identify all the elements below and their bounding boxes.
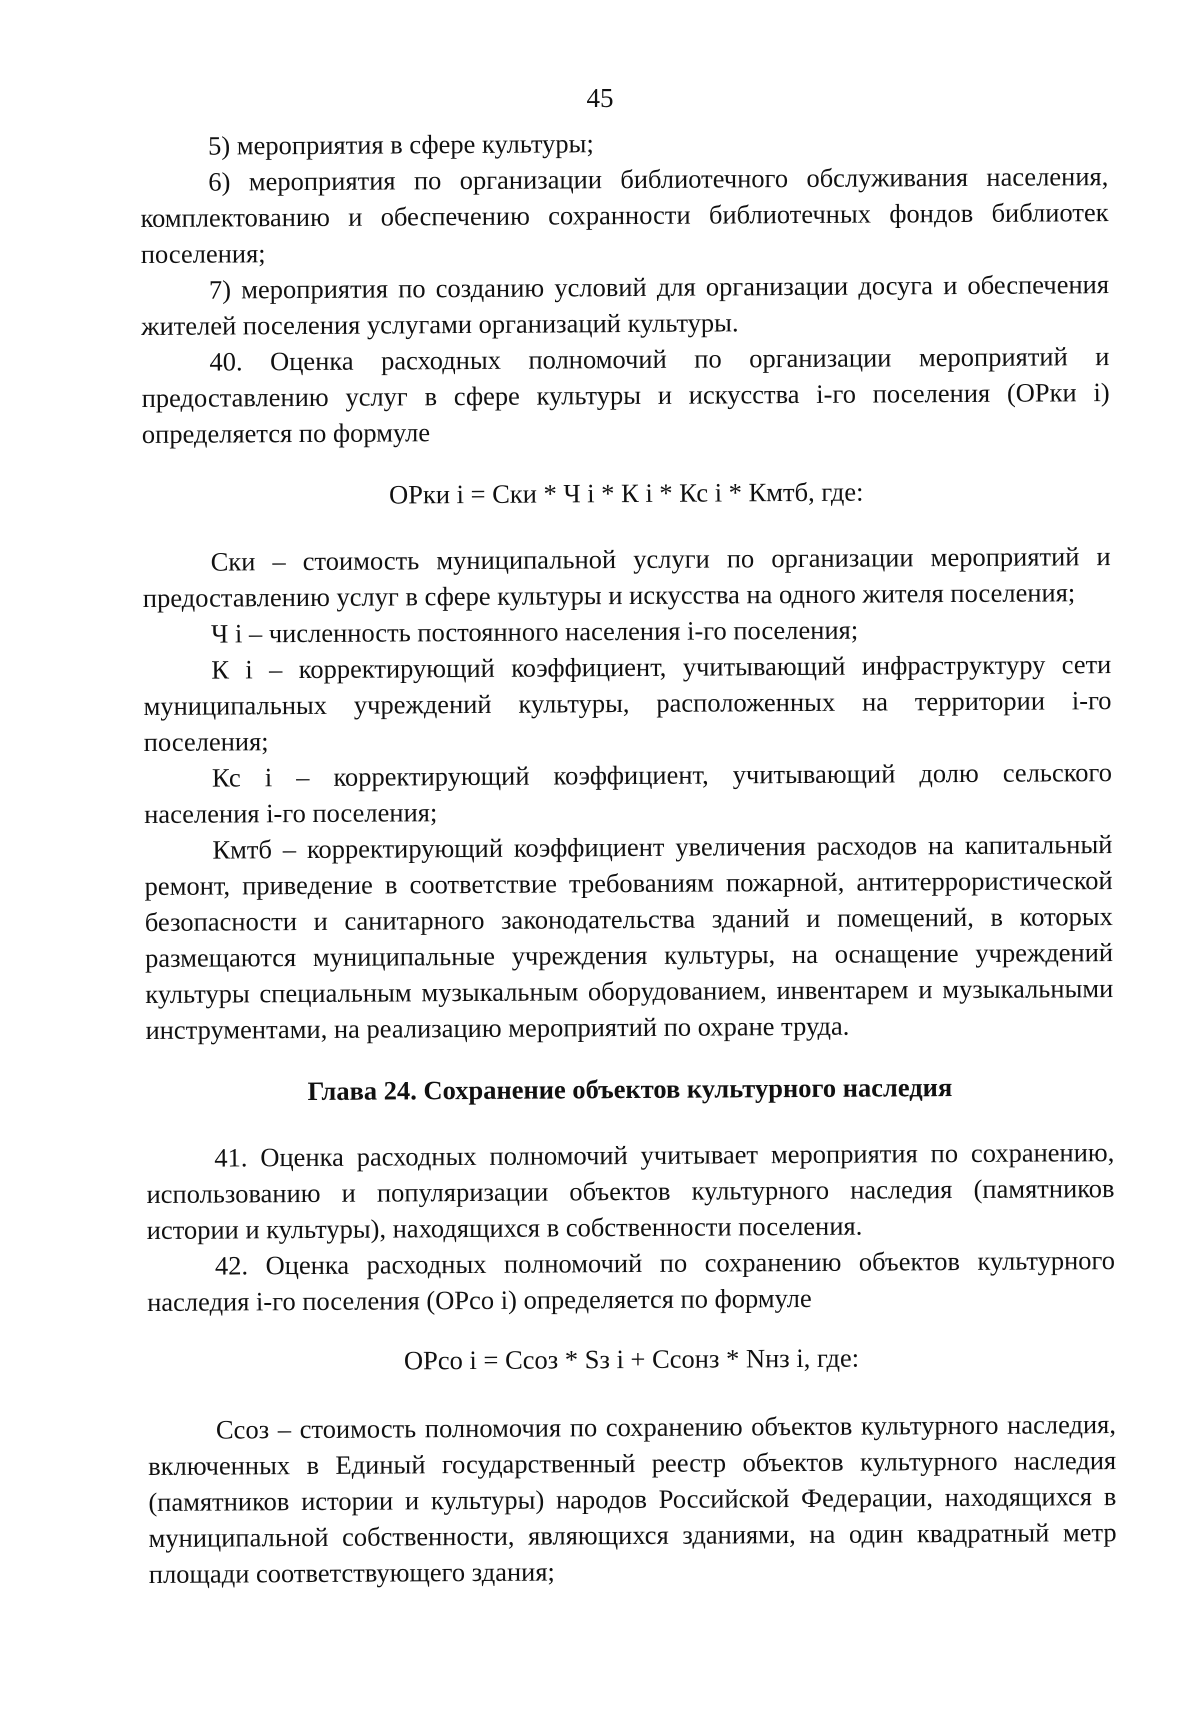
definition-ksi: Кс i – корректирующий коэффициент, учитывающий долю сельского населения i-го поселения; xyxy=(144,757,1113,829)
formula-orki: ОРки i = Cки * Ч i * К i * Кс i * Кмтб, где: xyxy=(388,476,864,510)
item-7: 7) мероприятия по созданию условий для организации досуга и обеспечения жителей поселения услугами организаций культуры. xyxy=(141,269,1110,341)
item-6: 6) мероприятия по организации библиотечного обслуживания населения, комплектованию и обеспечению сохранности библиотечных фондов библиотек поселения; xyxy=(140,161,1109,269)
definition-chi: Ч i – численность постоянного населения i-го поселения; xyxy=(210,614,859,649)
definition-csoz: Cсоз – стоимость полномочия по сохранению объектов культурного наследия, включенных в Единый государственный реестр объектов культурного наследия (памятников истории и культуры) народов Российской Федерации, находящихся в муниципальной собственности, являющихся зданиями, на один квадратный метр площади соответствующего здания; xyxy=(148,1409,1117,1589)
paragraph-40: 40. Оценка расходных полномочий по организации мероприятий и предоставлению услуг в сфере культуры и искусства i-го поселения (ОРки i) определяется по формуле xyxy=(141,341,1110,449)
item-5: 5) мероприятия в сфере культуры; xyxy=(208,128,594,161)
definition-cki: Cки – стоимость муниципальной услуги по организации мероприятий и предоставлению услуг в сфере культуры и искусства на одного жителя поселения; xyxy=(142,541,1111,613)
document-body xyxy=(140,122,1117,1592)
page-number: 45 xyxy=(586,83,614,113)
paragraph-41: 41. Оценка расходных полномочий учитывает мероприятия по сохранению, использованию и популяризации объектов культурного наследия (памятников истории и культуры), находящихся в собственности поселения. xyxy=(146,1137,1115,1245)
definition-ki: К i – корректирующий коэффициент, учитывающий инфраструктуру сети муниципальных учреждений культуры, расположенных на территории i-го поселения; xyxy=(143,649,1112,757)
paragraph-42: 42. Оценка расходных полномочий по сохранению объектов культурного наследия i-го поселения (ОРсо i) определяется по формуле xyxy=(147,1245,1116,1317)
chapter-heading: Глава 24. Сохранение объектов культурного наследия xyxy=(307,1072,953,1106)
definition-kmtb: Кмтб – корректирующий коэффициент увеличения расходов на капитальный ремонт, приведение в соответствие требованиям пожарной, антитеррористической безопасности и санитарного законодательства зданий и помещений, в которых размещаются муниципальные учреждения культуры, на оснащение учреждений культуры специальным музыкальным оборудованием, инвентарем и музыкальными инструментами, на реализацию мероприятий по охране труда. xyxy=(144,829,1114,1045)
formula-orso: ОРсо i = Cсоз * Sз i + Cсонз * Nнз i, где: xyxy=(403,1342,860,1376)
